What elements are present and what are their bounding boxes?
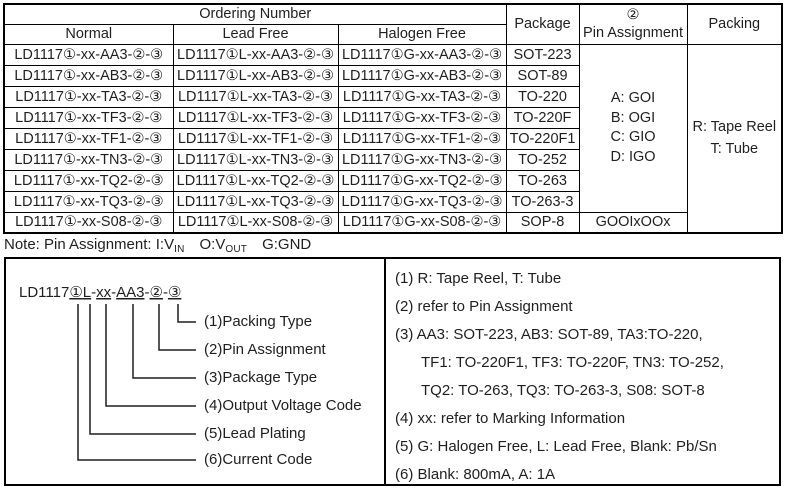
pin-option: B: OGI (610, 109, 656, 126)
package-cell: SOT-223 (506, 44, 579, 65)
ordering-information-table (3, 3, 783, 234)
callout-label-pin-assignment: (2)Pin Assignment (204, 340, 326, 358)
part-number-diagram (6, 259, 384, 484)
pin-assignment-header-label: Pin Assignment (583, 25, 683, 42)
legend-line-package-1: (3) AA3: SOT-223, AB3: SOT-89, TA3:TO-220, (395, 326, 703, 343)
callout-line (133, 304, 196, 378)
callout-line (106, 304, 196, 406)
legend-line-package-2: TF1: TO-220F1, TF3: TO-220F, TN3: TO-252, (421, 354, 724, 371)
lead-free-part-cell: LD1117①L-xx-TF1-②-③ (173, 128, 338, 149)
packing-header: Packing (687, 4, 782, 44)
legend-line-packing: (1) R: Tape Reel, T: Tube (395, 270, 562, 287)
pin-assignment-options-cell (579, 44, 687, 212)
normal-header: Normal (4, 24, 173, 44)
normal-part-cell: LD1117①-xx-AA3-②-③ (4, 44, 173, 65)
table-row (4, 44, 782, 65)
normal-part-cell: LD1117①-xx-TF3-②-③ (4, 107, 173, 128)
package-cell: TO-220F (506, 107, 579, 128)
callout-label-output-voltage-code: (4)Output Voltage Code (204, 396, 362, 414)
lead-free-part-cell: LD1117①L-xx-AA3-②-③ (173, 44, 338, 65)
lead-free-part-cell: LD1117①L-xx-TN3-②-③ (173, 149, 338, 170)
package-cell: TO-263 (506, 170, 579, 191)
packing-option: T: Tube (710, 141, 759, 158)
package-cell: SOT-89 (506, 65, 579, 86)
note-subscript-out: OUT (225, 244, 248, 255)
halogen-free-part-cell: LD1117①G-xx-AA3-②-③ (338, 44, 506, 65)
callout-label-packing-type: (1)Packing Type (204, 312, 313, 330)
note-text: Note: Pin Assignment: I:V (4, 236, 175, 253)
halogen-free-part-cell: LD1117①G-xx-TN3-②-③ (338, 149, 506, 170)
lead-free-header: Lead Free (173, 24, 338, 44)
legend-line-package-3: TQ2: TO-263, TQ3: TO-263-3, S08: SOT-8 (421, 382, 705, 399)
table-row (4, 212, 782, 233)
package-cell: SOP-8 (506, 212, 579, 233)
part-number-diagram-svg (6, 259, 384, 484)
normal-part-cell: LD1117①-xx-TQ3-②-③ (4, 191, 173, 212)
part-number-breakdown-box (4, 257, 781, 486)
callout-line (178, 304, 196, 322)
normal-part-cell: LD1117①-xx-TN3-②-③ (4, 149, 173, 170)
halogen-free-header: Halogen Free (338, 24, 506, 44)
normal-part-cell: LD1117①-xx-TF1-②-③ (4, 128, 173, 149)
sop8-pin-assignment-cell: GOOIxOOx (579, 212, 687, 233)
halogen-free-part-cell: LD1117①G-xx-AB3-②-③ (338, 65, 506, 86)
ordering-number-header: Ordering Number (4, 4, 506, 24)
halogen-free-part-cell: LD1117①G-xx-S08-②-③ (338, 212, 506, 233)
package-header: Package (506, 4, 579, 44)
halogen-free-part-cell: LD1117①G-xx-TF3-②-③ (338, 107, 506, 128)
pin-option: A: GOI (610, 90, 656, 106)
pin-option: D: IGO (610, 148, 656, 165)
table-header-row-1 (4, 4, 782, 24)
package-cell: TO-220F1 (506, 128, 579, 149)
callout-label-package-type: (3)Package Type (204, 368, 318, 386)
halogen-free-part-cell: LD1117①G-xx-TA3-②-③ (338, 86, 506, 107)
normal-part-cell: LD1117①-xx-AB3-②-③ (4, 65, 173, 86)
normal-part-cell: LD1117①-xx-TA3-②-③ (4, 86, 173, 107)
lead-free-part-cell: LD1117①L-xx-TF3-②-③ (173, 107, 338, 128)
callout-line (78, 304, 196, 460)
note-text: O:V (199, 236, 226, 253)
halogen-free-part-cell: LD1117①G-xx-TF1-②-③ (338, 128, 506, 149)
lead-free-part-cell: LD1117①L-xx-TA3-②-③ (173, 86, 338, 107)
normal-part-cell: LD1117①-xx-S08-②-③ (4, 212, 173, 233)
lead-free-part-cell: LD1117①L-xx-AB3-②-③ (173, 65, 338, 86)
lead-free-part-cell: LD1117①L-xx-TQ3-②-③ (173, 191, 338, 212)
package-cell: TO-220 (506, 86, 579, 107)
pin-assignment-header-symbol: ② (626, 7, 640, 24)
legend-line-pin: (2) refer to Pin Assignment (395, 298, 573, 315)
pin-assignment-header (579, 4, 687, 44)
lead-free-part-cell: LD1117①L-xx-TQ2-②-③ (173, 170, 338, 191)
normal-part-cell: LD1117①-xx-TQ2-②-③ (4, 170, 173, 191)
legend-line-lead-plating: (5) G: Halogen Free, L: Lead Free, Blank: Pb/Sn (395, 438, 717, 455)
lead-free-part-cell: LD1117①L-xx-S08-②-③ (173, 212, 338, 233)
halogen-free-part-cell: LD1117①G-xx-TQ2-②-③ (338, 170, 506, 191)
callout-label-current-code: (6)Current Code (204, 450, 313, 468)
pin-option: C: GIO (610, 129, 656, 145)
package-cell: TO-252 (506, 149, 579, 170)
packing-option: R: Tape Reel (692, 119, 777, 136)
legend-line-voltage-code: (4) xx: refer to Marking Information (395, 410, 626, 427)
ordering-legend (384, 259, 779, 484)
halogen-free-part-cell: LD1117①G-xx-TQ3-②-③ (338, 191, 506, 212)
breakdown-part-number: LD1117①L-xx-AA3-②-③ (19, 284, 182, 301)
callout-label-lead-plating: (5)Lead Plating (204, 424, 306, 442)
packing-options-cell (687, 44, 782, 233)
note-subscript-in: IN (174, 244, 185, 255)
note-text: G:GND (262, 236, 312, 253)
legend-line-current-code: (6) Blank: 800mA, A: 1A (395, 466, 556, 483)
package-cell: TO-263-3 (506, 191, 579, 212)
